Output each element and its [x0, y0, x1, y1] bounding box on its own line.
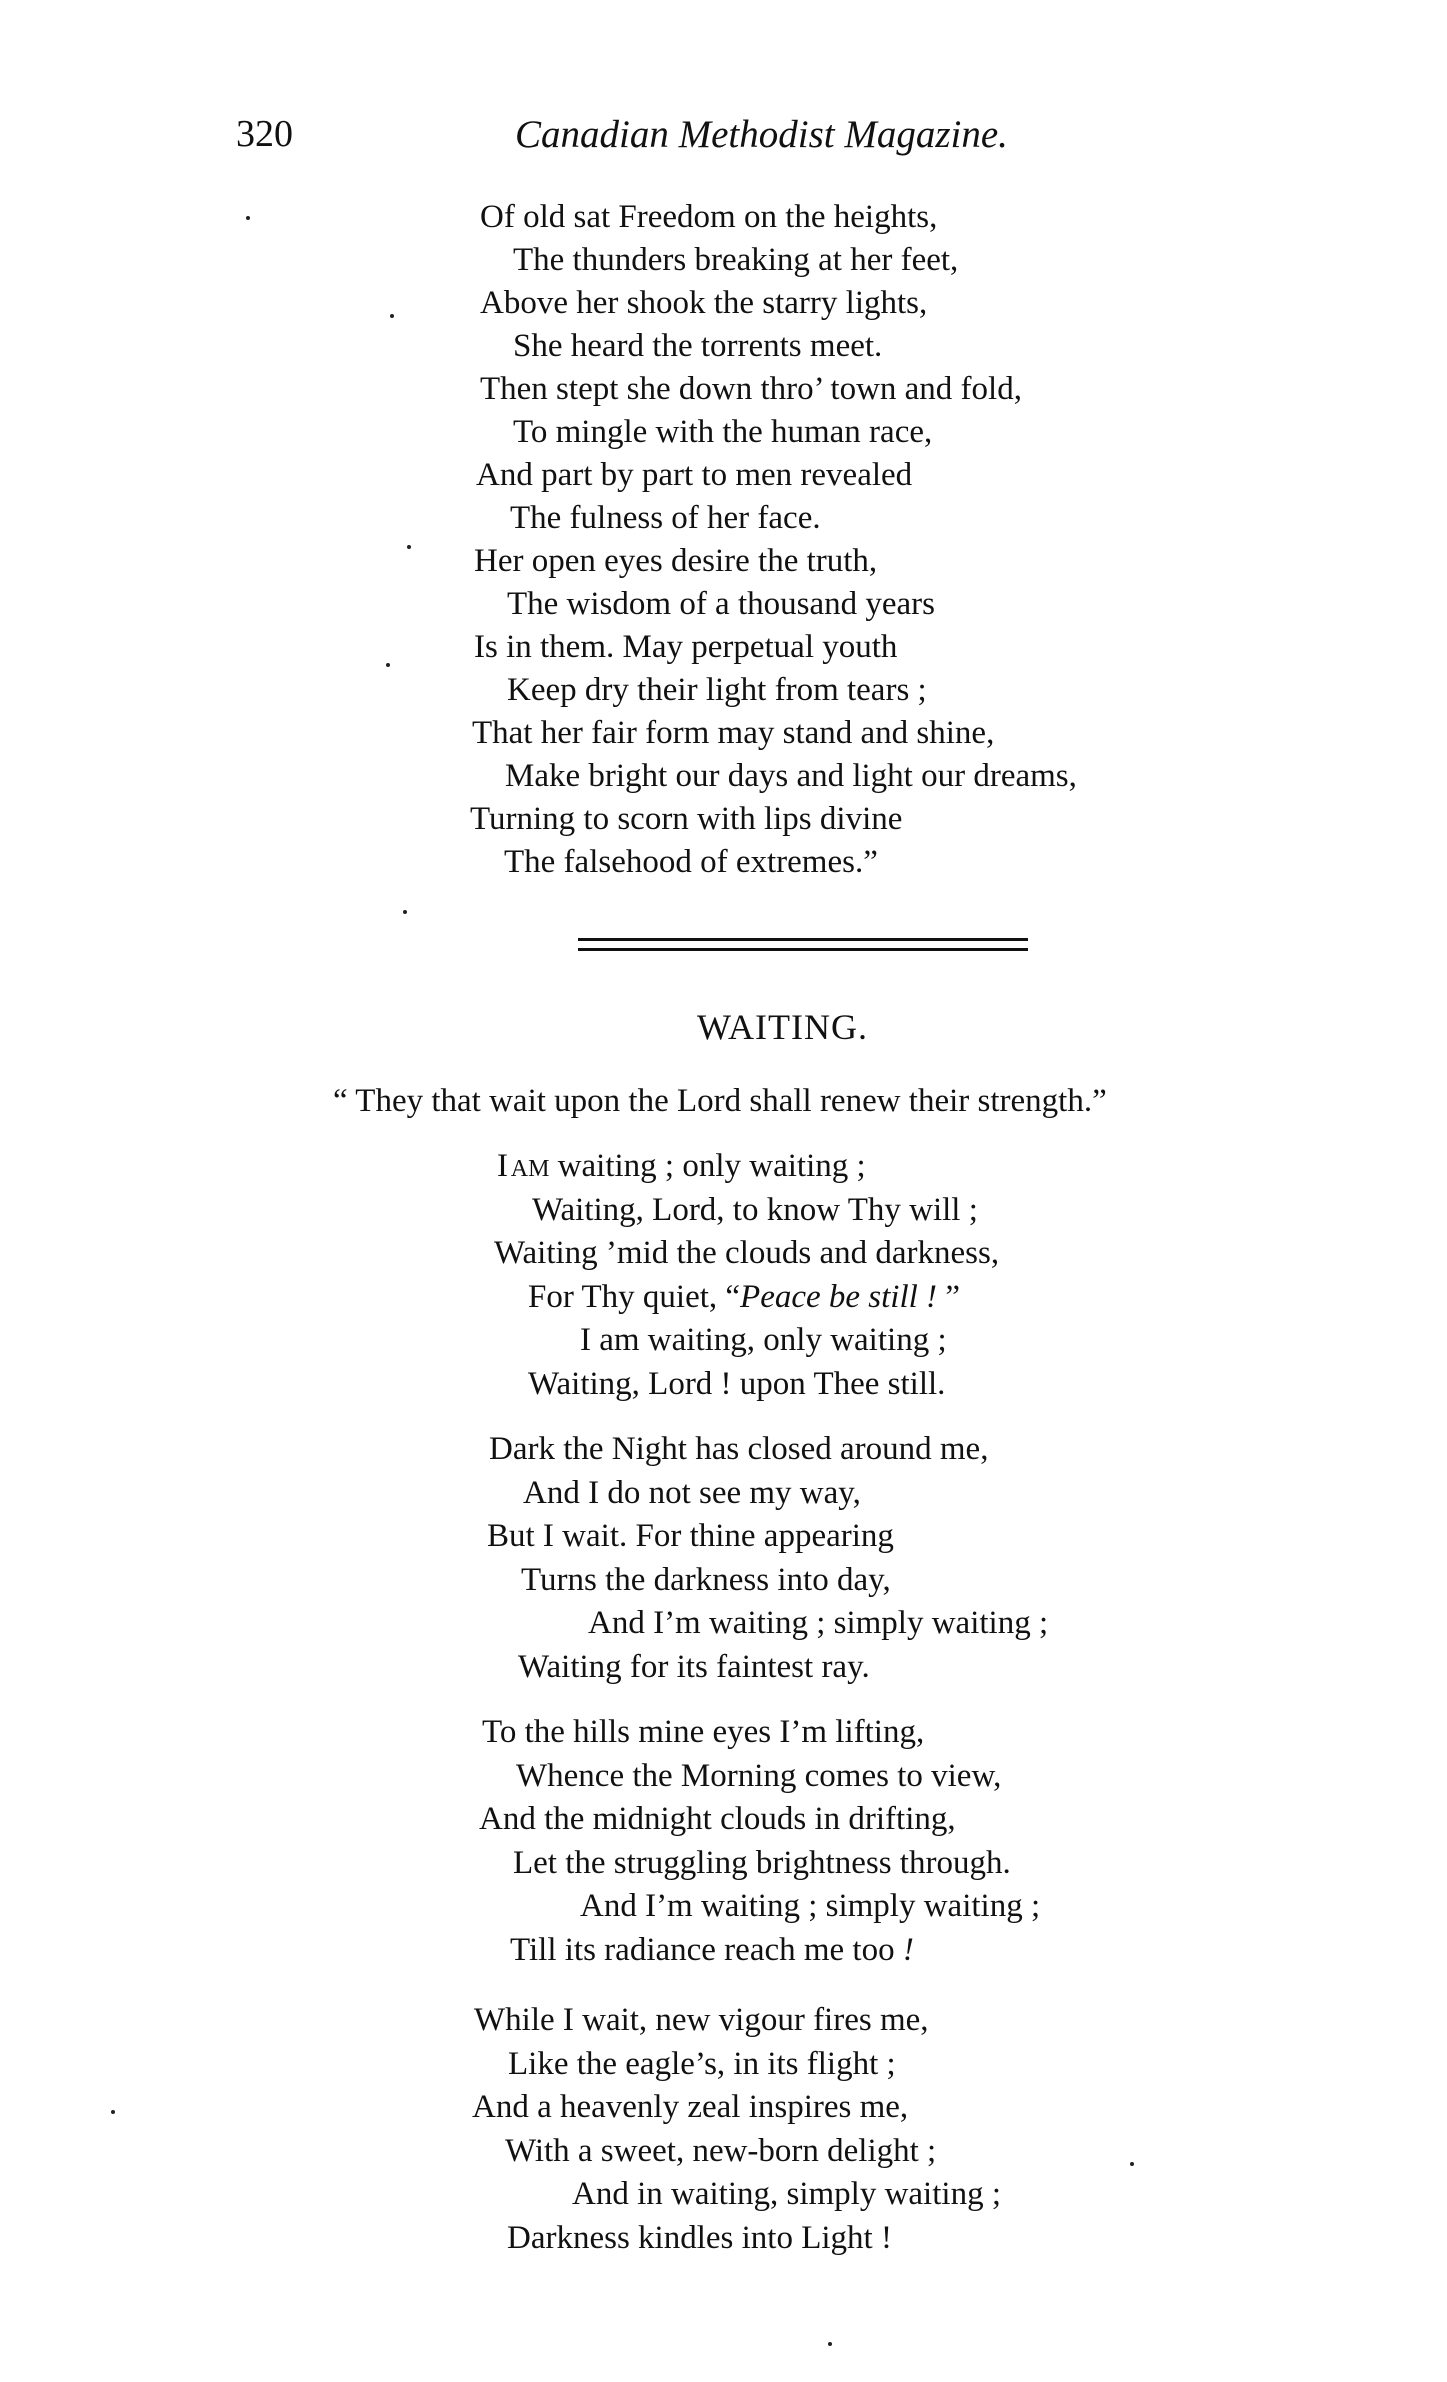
page-number: 320 — [236, 113, 293, 155]
verse-line: And a heavenly zeal inspires me, — [472, 2089, 909, 2125]
italic-mark: ! — [894, 1931, 914, 1968]
verse-line: She heard the torrents meet. — [513, 328, 883, 364]
divider-rule-bottom — [578, 948, 1028, 951]
verse-line: Above her shook the starry lights, — [480, 285, 928, 321]
verse-line: Of old sat Freedom on the heights, — [480, 199, 938, 235]
stanza-2 — [0, 1428, 1447, 1689]
verse-line: Turning to scorn with lips divine — [470, 801, 903, 837]
scan-speck — [246, 216, 250, 220]
verse-line: And part by part to men revealed — [476, 457, 913, 493]
verse-line: While I wait, new vigour fires me, — [474, 2002, 929, 2038]
stanza-4 — [0, 1999, 1447, 2260]
verse-line: Turns the darkness into day, — [521, 1561, 891, 1598]
verse-line: Make bright our days and light our dreams, — [505, 758, 1077, 794]
poem-title: WAITING. — [697, 1007, 868, 1047]
verse-line — [528, 1276, 1447, 1320]
scan-speck — [1130, 2162, 1134, 2166]
scan-speck — [390, 314, 394, 318]
page-header — [0, 112, 1447, 172]
verse-line: Like the eagle’s, in its flight ; — [508, 2045, 896, 2082]
italic-quote: Peace be still ! — [740, 1278, 938, 1315]
scan-speck — [828, 2342, 832, 2346]
verse-line-start: Till its radiance reach me too — [510, 1931, 895, 1968]
verse-line: Then stept she down thro’ town and fold, — [480, 371, 1022, 407]
scan-speck — [386, 663, 390, 667]
verse-line — [497, 1145, 1447, 1189]
small-caps-word: AM — [510, 1156, 550, 1182]
verse-line: Waiting, Lord, to know Thy will ; — [532, 1191, 978, 1228]
verse-line: With a sweet, new-born delight ; — [505, 2132, 937, 2169]
verse-line: To the hills mine eyes I’m lifting, — [482, 1714, 925, 1750]
divider-rule-top — [578, 938, 1028, 941]
verse-line: The fulness of her face. — [510, 500, 821, 536]
epigraph: “ They that wait upon the Lord shall renew their strength.” — [333, 1083, 1107, 1119]
drop-cap: I — [497, 1148, 508, 1184]
verse-line: Dark the Night has closed around me, — [489, 1431, 989, 1467]
refrain-line: And in waiting, simply waiting ; — [572, 2176, 1001, 2212]
stanza-1 — [0, 1145, 1447, 1406]
verse-line: Whence the Morning comes to view, — [516, 1757, 1002, 1794]
verse-line — [510, 1929, 1447, 1973]
poem-freedom — [0, 196, 1447, 884]
verse-line: The wisdom of a thousand years — [507, 586, 935, 622]
verse-line: That her fair form may stand and shine, — [472, 715, 995, 751]
refrain-line: And I’m waiting ; simply waiting ; — [580, 1888, 1041, 1924]
verse-line: The thunders breaking at her feet, — [513, 242, 959, 278]
verse-line: To mingle with the human race, — [513, 414, 933, 450]
verse-line: And the midnight clouds in drifting, — [479, 1801, 956, 1837]
verse-line: Is in them. May perpetual youth — [474, 629, 898, 665]
refrain-line: And I’m waiting ; simply waiting ; — [588, 1605, 1049, 1641]
scan-speck — [407, 545, 411, 549]
verse-line: Let the struggling brightness through. — [513, 1844, 1011, 1881]
running-title: Canadian Methodist Magazine. — [515, 113, 1008, 156]
scan-speck — [403, 910, 407, 914]
verse-line-start: For Thy quiet, “ — [528, 1278, 741, 1315]
verse-line: Keep dry their light from tears ; — [507, 672, 927, 708]
verse-line: Darkness kindles into Light ! — [507, 2219, 892, 2256]
verse-line: Her open eyes desire the truth, — [474, 543, 878, 579]
verse-line: The falsehood of extremes.” — [504, 844, 878, 880]
verse-line-end: ” — [937, 1278, 960, 1315]
verse-line: But I wait. For thine appearing — [487, 1518, 894, 1554]
verse-line: Waiting ’mid the clouds and darkness, — [494, 1235, 1000, 1271]
stanza-3 — [0, 1711, 1447, 1972]
scan-speck — [111, 2110, 115, 2114]
verse-line: And I do not see my way, — [523, 1474, 861, 1511]
verse-line-rest: waiting ; only waiting ; — [549, 1148, 866, 1184]
verse-line: Waiting, Lord ! upon Thee still. — [528, 1365, 946, 1402]
verse-line: Waiting for its faintest ray. — [518, 1648, 870, 1685]
refrain-line: I am waiting, only waiting ; — [580, 1322, 947, 1358]
